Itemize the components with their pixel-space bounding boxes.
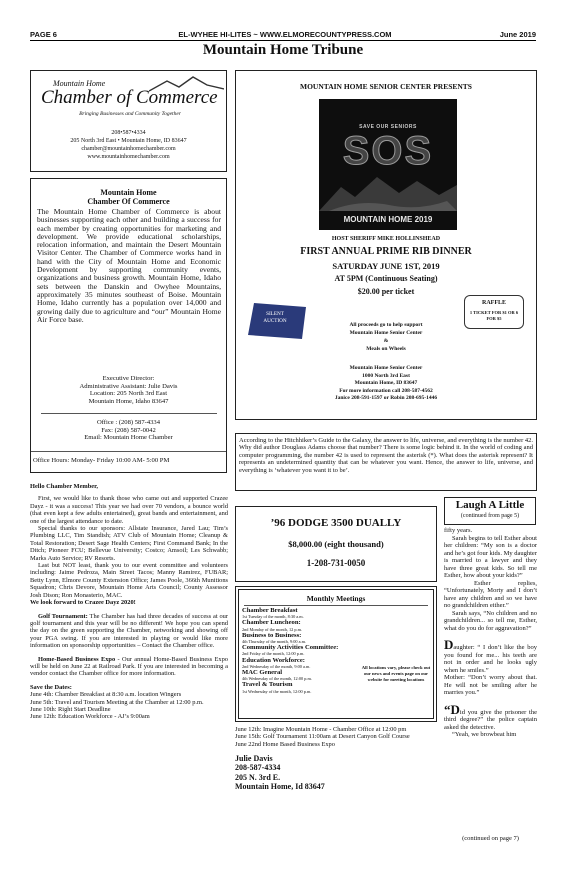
chamber-logo-box bbox=[30, 70, 227, 172]
dodge-title: ’96 DODGE 3500 DUALLY bbox=[270, 517, 402, 529]
mountain-scene-icon bbox=[319, 171, 457, 211]
laugh-text: id you give the prisoner the third degree?” the police captain asked the detective. bbox=[444, 708, 537, 731]
senior-center-ad bbox=[235, 70, 537, 420]
logo-address: 205 North 3rd East • Mountain Home, ID 83647 bbox=[70, 138, 187, 144]
logo-phone: 208•587•4334 bbox=[111, 130, 146, 136]
issue-date: June 2019 bbox=[499, 30, 536, 39]
letter-volunteers: Last but NOT least, thank you to our event committee and volunteers including: Jaime Pedroza, Main Street Tacos; Manny Ramirez, FUBAR; Betty Lynn, Elmore County Extension Office; James Poole, 366th Munitions Squadron; Chris Devore, Mountain Home Arts Council; County Assessor Josh Dison; Ron Monasterio, MAC. bbox=[30, 562, 228, 599]
chamber-info-box bbox=[30, 178, 227, 473]
chamber-info-title-line2: Chamber Of Commerce bbox=[87, 197, 170, 206]
golf-text: The Chamber has had three decades of success at our golf tournament and this year will be no different! We hope you can spend the day on the green supporting the Chamber, networking and showing off your PGA swing. If you are interested in playing or would like more information on sponsorship opportunities – Contact the Chamber office. bbox=[30, 612, 228, 650]
office-phone: Office : (208) 587-4334 bbox=[96, 419, 161, 426]
hours-divider bbox=[31, 451, 226, 452]
ticket-price: $20.00 per ticket bbox=[357, 287, 415, 296]
exec-line3: Location: 205 North 3rd East bbox=[89, 390, 168, 398]
meeting-item bbox=[242, 669, 358, 681]
fax-number: Fax: (208) 587-0042 bbox=[101, 426, 156, 434]
letter-expo bbox=[30, 656, 228, 678]
meeting-when: 4th Wednesday of the month, 12:00 p.m. bbox=[242, 676, 312, 682]
meeting-when: 2nd Monday of the month, 12 p.m. bbox=[242, 626, 303, 632]
host-line: HOST SHERIFF MIKE HOLLINSHEAD bbox=[331, 236, 441, 242]
meeting-item bbox=[242, 644, 358, 656]
meetings-title: Monthly Meetings bbox=[306, 594, 366, 603]
proceeds-line3: & bbox=[383, 338, 389, 344]
chamber-info-title-line1: Mountain Home bbox=[100, 188, 157, 197]
save-date-item: June 12th: Imagine Mountain Home - Chamber Office at 12:00 pm bbox=[235, 726, 407, 733]
expo-text: - Our annual Home-Based Business Expo will be held on June 22 at Railroad Park. If you are interested in becoming a vendor contact the Chamber office for more information. bbox=[30, 655, 228, 678]
meeting-item bbox=[242, 607, 358, 619]
laugh-para: Sarah begins to tell Esther about her children: “My son is a doctor and he’s got four kids. My daughter is married to a lawyer and they have three great kids. So tell me Esther, how about your kids?” bbox=[444, 534, 537, 579]
sig-name: Julie Davis bbox=[235, 754, 273, 764]
poster-top-text: SAVE OUR SENIORS bbox=[359, 124, 417, 130]
proceeds-line2: Mountain Home Senior Center bbox=[349, 330, 423, 336]
laugh-para: fifty years. bbox=[444, 527, 473, 534]
proceeds-line4: Meals on Wheels bbox=[366, 346, 406, 352]
laugh-para: “Yeah, we browbeat him bbox=[452, 731, 517, 738]
letter-sponsors: Special thanks to our sponsors: Allstate Insurance, Jared Lau; Tim’s Plumbing LLC, Tim Standish; ATV Club of Mountain Home; Cleanup & Total Restoration; Desert Sage Health Centers; First Command Bank; In the Ditch; Pioneer FCU; Bellevue University; Costco; Amsoil; Les Schwabb; Marks Auto Service; RV Resorts. bbox=[30, 525, 228, 562]
dinner-date: SATURDAY JUNE 1ST, 2019 bbox=[332, 261, 440, 271]
poster-sos-text: SOS bbox=[342, 129, 434, 173]
sos-poster bbox=[319, 99, 457, 230]
sig-city: Mountain Home, Id 83647 bbox=[235, 781, 325, 791]
expo-label: Home-Based Business Expo bbox=[38, 655, 116, 663]
save-date-item: June 5th: Travel and Tourism Meeting at the Chamber at 12:00 p.m. bbox=[30, 698, 204, 706]
letter-look-forward: We look forward to Crazee Dayz 2020! bbox=[30, 599, 136, 607]
senior-ad-heading: MOUNTAIN HOME SENIOR CENTER PRESENTS bbox=[300, 82, 472, 91]
letter-column bbox=[30, 483, 228, 721]
letter-continuation bbox=[235, 726, 437, 791]
meeting-name: Community Activities Committee: bbox=[242, 644, 339, 652]
exec-line1: Executive Director: bbox=[102, 375, 155, 382]
letter-greeting: Hello Chamber Member, bbox=[30, 483, 98, 490]
dinner-title: FIRST ANNUAL PRIME RIB DINNER bbox=[300, 246, 472, 257]
laugh-continued: (continued on page 7) bbox=[462, 835, 519, 842]
laugh-para: Mother: “Don’t worry about that. He will not be smiling after he marries you.” bbox=[444, 674, 537, 696]
header-rule bbox=[30, 40, 536, 41]
meeting-item bbox=[242, 619, 358, 631]
senior-addr5: Janice 208-591-1597 or Robin 208-695-1446 bbox=[334, 395, 438, 401]
meeting-when: 1st Tuesday of the month, 8:30 a.m. bbox=[242, 614, 304, 620]
meeting-item bbox=[242, 657, 358, 669]
save-date-item: June 4th: Chamber Breakfast at 8:30 a.m. location Wingers bbox=[30, 691, 182, 699]
laugh-title-box bbox=[444, 497, 536, 525]
logo-chamber-name: Chamber of Commerce bbox=[41, 87, 218, 108]
masthead-url: EL-WYHEE HI-LITES ~ WWW.ELMORECOUNTYPRESS.COM bbox=[178, 30, 392, 39]
laugh-title: Laugh A Little bbox=[455, 499, 525, 511]
logo-website: www.mountainhomechamber.com bbox=[87, 154, 170, 160]
sig-address: 205 N. 3rd E. bbox=[235, 772, 281, 782]
letter-thanks: First, we would like to thank those who came out and supported Crazee Dayz - it was a success! This year we had over 70 vendors, a bounce world (that even kept a few adults entertained), great bands and entertainment, and one of the largest attendance to date. bbox=[30, 495, 228, 525]
chamber-exec-block bbox=[31, 375, 226, 405]
meeting-item bbox=[242, 632, 358, 644]
hitchhiker-text: According to the Hitchhiker’s Guide to the Galaxy, the answer to life, universe, and everything is the number 42. Why did author Douglass Adams choose that number? There is some logic behind it. In the world of coding and computer programming, the number 42 is used to represent the asterisk (*). What does the asterisk represent? It represents an undetermined quantity that can be whatever you want. Hence, the answer to life, universe, and everything is ‘whatever you want it to be’. bbox=[239, 437, 533, 474]
save-dates-title: Save the Dates: bbox=[30, 683, 72, 691]
meeting-name: Chamber Breakfast bbox=[242, 607, 298, 614]
laugh-para bbox=[444, 637, 537, 674]
laugh-column bbox=[444, 527, 537, 739]
laugh-para: Esther replies, “Unfortunately, Morty and I don’t have any children and so we have no grandchildren either.” bbox=[444, 579, 537, 609]
meetings-note: All locations vary, please check out our news and events page on our website for meeting locations bbox=[361, 665, 431, 682]
dinner-time: AT 5PM (Continuous Seating) bbox=[334, 274, 438, 283]
tribune-title: Mountain Home Tribune bbox=[202, 42, 364, 58]
raffle-title: RAFFLE bbox=[482, 300, 506, 306]
exec-divider bbox=[41, 413, 217, 414]
drop-cap: D bbox=[444, 637, 454, 652]
proceeds-block bbox=[236, 321, 536, 353]
meeting-when: 2nd Friday of the month, 12:00 p.m. bbox=[242, 651, 305, 657]
exec-line2: Administrative Assistant: Julie Davis bbox=[79, 382, 178, 390]
meeting-item bbox=[242, 681, 358, 693]
chamber-info-title bbox=[31, 188, 226, 206]
meeting-name: Business to Business: bbox=[242, 631, 302, 639]
chamber-info-body: The Mountain Home Chamber of Commerce is about businesses supporting each other and building a success for each member by creating opportunities for marketing and development. We provide educational scholarships, relocation information, and maintain the Desert Mountain Visitor Center. The Chamber of Commerce works hand in hand with the City of Mountain Home and Economic Development by supporting community events, organizations and business growth. Mountain Home, Idaho sets between the Danskin and Owyhee Mountains, approximately 35 minutes southeast of Boise. Mountain Home, Idaho currently has a population over 14,000 and growing daily due to agriculture and “our” Mountain Home Air Force base. bbox=[37, 207, 221, 324]
chamber-email: Email: Mountain Home Chamber bbox=[84, 434, 173, 442]
senior-addr4: For more information call 208-587-4562 bbox=[339, 387, 433, 394]
dodge-phone: 1-208-731-0050 bbox=[306, 558, 366, 568]
logo-contact bbox=[31, 129, 226, 161]
save-date-item: June 22nd Home Based Business Expo bbox=[235, 740, 335, 748]
save-date-item: June 15th: Golf Tournament 11:00am at Desert Canyon Golf Course bbox=[235, 733, 410, 741]
logo-top-text: Mountain Home bbox=[53, 79, 106, 88]
drop-cap: “D bbox=[444, 701, 460, 717]
logo-tagline: Bringing Businesses and Community Together bbox=[79, 111, 181, 117]
exec-line4: Mountain Home, Idaho 83647 bbox=[88, 397, 169, 405]
silent-auction-label: SILENT AUCTION bbox=[263, 311, 287, 324]
golf-label: Golf Tournament: bbox=[38, 612, 88, 620]
senior-addr3: Mountain Home, ID 83647 bbox=[354, 380, 418, 386]
laugh-subtitle: (continued from page 5) bbox=[460, 513, 520, 519]
office-hours: Office Hours: Monday- Friday 10:00 AM- 5:00 PM bbox=[33, 457, 170, 464]
signature-block bbox=[235, 754, 437, 791]
sig-phone: 208-587-4334 bbox=[235, 763, 281, 773]
laugh-para bbox=[444, 701, 537, 732]
meeting-name: Travel & Tourism bbox=[242, 681, 293, 689]
chamber-contact-block bbox=[31, 419, 226, 442]
hitchhiker-box bbox=[235, 433, 537, 491]
meeting-name: Chamber Luncheon: bbox=[242, 619, 301, 627]
meeting-when: 1st Wednesday of the month, 12:00 p.m. bbox=[242, 688, 312, 694]
proceeds-line1: All proceeds go to help support bbox=[349, 322, 423, 328]
logo-email: chamber@mountainhomechamber.com bbox=[81, 146, 176, 152]
meeting-name: MAC General bbox=[242, 669, 283, 677]
senior-addr1: Mountain Home Senior Center bbox=[349, 365, 423, 371]
laugh-text: aughter: “ I don’t like the boy you found for me... his teeth are not in order and he looks ugly when he smiles.” bbox=[444, 644, 537, 674]
raffle-text: 1 TICKET FOR $1 OR 6 FOR $5 bbox=[469, 310, 519, 321]
senior-addr2: 1000 North 3rd East bbox=[362, 372, 410, 379]
poster-bottom-text: MOUNTAIN HOME 2019 bbox=[343, 215, 433, 224]
meeting-when: 2nd Wednesday of the month, 9:00 a.m. bbox=[242, 663, 311, 669]
meetings-title-rule bbox=[244, 605, 428, 606]
page-number: PAGE 6 bbox=[30, 30, 57, 39]
meeting-when: 4th Thursday of the month, 9:00 a.m. bbox=[242, 639, 307, 645]
laugh-para: Sarah says, “No children and no grandchildren... so tell me, Esther, what do you do for aggravation?” bbox=[444, 609, 537, 632]
senior-address-block bbox=[236, 365, 536, 403]
dodge-price: $8,000.00 (eight thousand) bbox=[288, 539, 384, 549]
meetings-list bbox=[242, 607, 358, 694]
letter-golf bbox=[30, 613, 228, 650]
dodge-ad bbox=[235, 506, 437, 582]
monthly-meetings-box bbox=[235, 586, 437, 722]
save-date-item: June 12th: Education Workforce - AJ’s 9:00am bbox=[30, 713, 150, 721]
meeting-name: Education Workforce: bbox=[242, 656, 305, 664]
save-date-item: June 10th: Right Start Deadline bbox=[30, 705, 111, 713]
